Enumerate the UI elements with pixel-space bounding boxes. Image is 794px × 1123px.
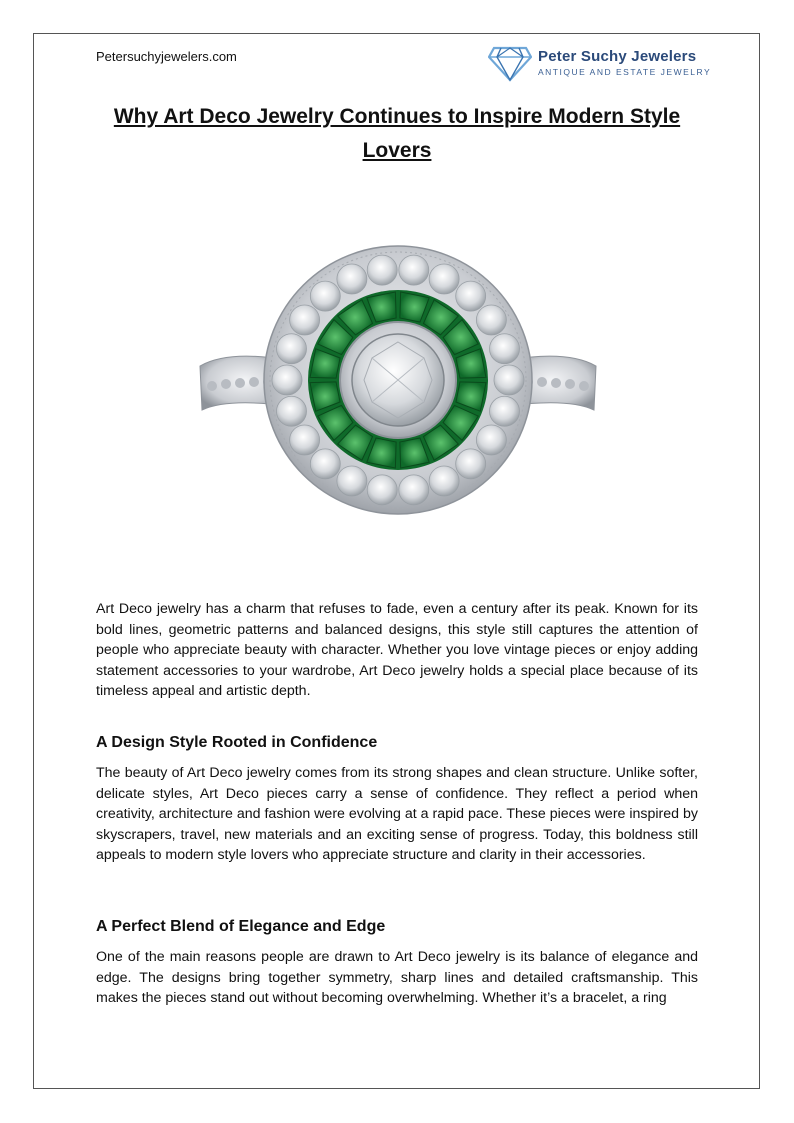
halo-diamond — [310, 281, 340, 311]
section-paragraph: One of the main reasons people are drawn to Art Deco jewelry is its balance of elegance and edge. The designs bring together symmetry, sharp lines and detailed craftsmanship. This makes the pieces stand out without becoming overwhelming. Whether it’s a bracelet, a ring — [96, 949, 698, 1006]
halo-diamond — [337, 264, 367, 294]
diamond-icon — [488, 44, 532, 82]
section-heading: A Perfect Blend of Elegance and Edge — [96, 918, 386, 935]
section-heading: A Design Style Rooted in Confidence — [96, 734, 378, 751]
halo-diamond — [476, 305, 506, 335]
halo-diamond — [399, 255, 429, 285]
halo-diamond — [276, 396, 306, 426]
halo-diamond — [456, 281, 486, 311]
section-paragraph: The beauty of Art Deco jewelry comes from its strong shapes and clean structure. Unlike softer, delicate styles, Art Deco pieces carry a sense of confidence. They reflect a period when creativity, architecture and fashion were evolving at a rapid pace. These pieces were inspired by skyscrapers, travel, new materials and an exciting sense of progress. Today, this boldness still appeals to modern style lovers who appreciate structure and clarity in their accessories. — [96, 765, 698, 863]
brand-logo — [488, 44, 712, 84]
site-url: Petersuchyjewelers.com — [96, 49, 237, 64]
halo-diamond — [476, 425, 506, 455]
article-title: Why Art Deco Jewelry Continues to Inspire Modern Style Lovers — [113, 105, 681, 162]
brand-tagline: ANTIQUE AND ESTATE JEWELRY — [538, 67, 712, 77]
halo-diamond — [272, 365, 302, 395]
halo-diamond — [367, 255, 397, 285]
halo-diamond — [310, 449, 340, 479]
ring-image — [198, 238, 598, 528]
halo-diamond — [367, 475, 397, 505]
halo-diamond — [456, 449, 486, 479]
halo-diamond — [494, 365, 524, 395]
halo-diamond — [490, 334, 520, 364]
halo-diamond — [290, 425, 320, 455]
halo-diamond — [429, 466, 459, 496]
brand-name: Peter Suchy Jewelers — [538, 48, 697, 65]
halo-diamond — [429, 264, 459, 294]
intro-paragraph: Art Deco jewelry has a charm that refuses to fade, even a century after its peak. Known for its bold lines, geometric patterns and balanced designs, this style still captures the attention of people who appreciate beauty with character. Whether you love vintage pieces or enjoy adding statement accessories to your wardrobe, Art Deco jewelry holds a special place because of its timeless appeal and artistic depth. — [96, 601, 698, 699]
halo-diamond — [490, 396, 520, 426]
halo-diamond — [290, 305, 320, 335]
halo-diamond — [337, 466, 367, 496]
halo-diamond — [399, 475, 429, 505]
halo-diamond — [276, 334, 306, 364]
